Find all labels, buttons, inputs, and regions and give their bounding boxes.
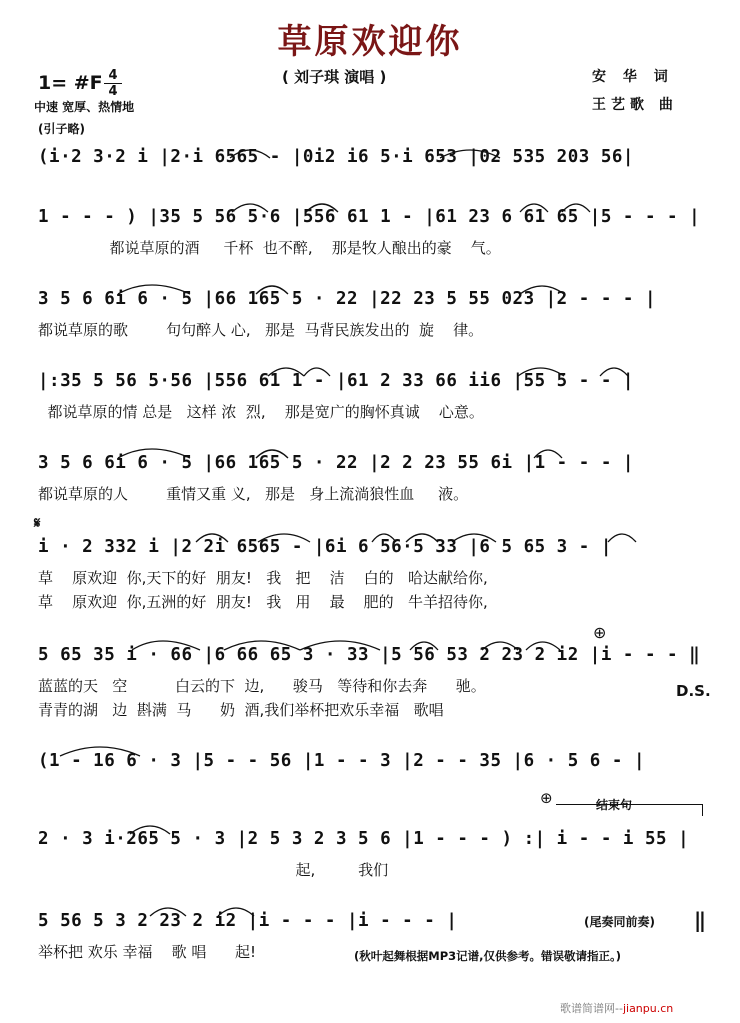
notation-line: 3 5 6 6i 6 · 5 |66 165 5 · 22 |22 23 5 55 023 |2 - - - | [38, 289, 657, 309]
lyric-line: 起, 我们 [38, 861, 389, 879]
lyric-line: 都说草原的人 重情又重 义, 那是 身上流淌狼性血 液。 [38, 485, 469, 503]
outro-note: (尾奏同前奏) [584, 915, 655, 929]
key-signature: 1= #F [38, 72, 103, 94]
staff-system-6 [38, 536, 702, 614]
coda-symbol: ⊕ [540, 789, 553, 807]
staff-system-5 [38, 452, 702, 506]
lyric-line: 青青的湖 边 斟满 马 奶 酒,我们举杯把欢乐幸福 歌唱 [38, 701, 444, 719]
segno-symbol: 𝄋 [34, 514, 41, 532]
lyric-line: 举杯把 欢乐 幸福 歌 唱 起! [38, 943, 256, 961]
staff-system-1 [38, 146, 702, 170]
staff-system-2 [38, 206, 702, 260]
song-title: 草原欢迎你 [277, 22, 463, 62]
notation-line: 5 65 35 i · 66 |6 66 65 3 · 33 |5 56 53 2 23 2 i2 |i - - - ‖ [38, 645, 701, 665]
staff-system-7 [38, 644, 702, 722]
staff-system-4 [38, 370, 702, 424]
notation-line: 2 · 3 i·265 5 · 3 |2 5 3 2 3 5 6 |1 - - - ) :| i - - i 55 | [38, 829, 690, 849]
time-numerator: 4 [104, 68, 122, 84]
coda-label: 结束句 [596, 798, 633, 812]
lyric-line: 都说草原的酒 千杯 也不醉, 那是牧人酿出的豪 气。 [38, 239, 501, 257]
coda-bracket-end [702, 804, 703, 816]
lyric-line: 都说草原的歌 句句醉人 心, 那是 马背民族发出的 旋 律。 [38, 321, 484, 339]
singer-credit: ( 刘子琪 演唱 ) [282, 68, 387, 86]
notation-line: 1 - - - ) |35 5 56 5·6 |556 61 1 - |61 23 6 61 65 |5 - - - | [38, 207, 701, 227]
notation-line: 3 5 6 6i 6 · 5 |66 165 5 · 22 |2 2 23 55 6i |1 - - - | [38, 453, 634, 473]
time-signature [104, 68, 122, 99]
lyric-line: 都说草原的情 总是 这样 浓 烈, 那是宽广的胸怀真诚 心意。 [38, 403, 484, 421]
watermark-site: jianpu.cn [622, 1002, 674, 1015]
notation-line: i · 2 332 i |2 2i 6565 - |6i 6 56·5 33 |6 5 65 3 - | [38, 537, 612, 557]
lyric-line: 蓝蓝的天 空 白云的下 边, 骏马 等待和你去奔 驰。 [38, 677, 486, 695]
watermark: 歌谱简谱网--jianpu.cn [560, 1002, 674, 1015]
composer-credit: 王艺歌 曲 [592, 97, 678, 113]
lyricist-credit: 安 华 词 [592, 69, 674, 85]
staff-system-8 [38, 750, 702, 774]
intro-note: (引子略) [38, 122, 85, 136]
notation-line: |:35 5 56 5·56 |556 61 1 - |61 2 33 66 ii6 |55 5 - - | [38, 371, 634, 391]
final-barline: ‖ [694, 908, 707, 932]
tempo-marking: 中速 宽厚、热情地 [34, 100, 135, 114]
lyric-line: 草 原欢迎 你,五洲的好 朋友! 我 用 最 肥的 牛羊招待你, [38, 593, 488, 611]
staff-system-3 [38, 288, 702, 342]
da-segno-marking: D.S. [676, 682, 711, 700]
lyric-line: 草 原欢迎 你,天下的好 朋友! 我 把 洁 白的 哈达献给你, [38, 569, 488, 587]
transcription-footnote: (秋叶起舞根据MP3记谱,仅供参考。错误敬请指正。) [354, 949, 622, 963]
notation-line: 5 56 5 3 2 23 2 i2 |i - - - |i - - - | [38, 911, 458, 931]
time-denominator: 4 [108, 84, 118, 99]
staff-system-9 [38, 828, 702, 882]
coda-symbol: ⊕ [593, 623, 607, 642]
watermark-label: 歌谱简谱网 [560, 1002, 615, 1015]
notation-line: (1 - 16 6 · 3 |5 - - 56 |1 - - 3 |2 - - 35 |6 · 5 6 - | [38, 751, 645, 771]
notation-line: (i·2 3·2 i |2·i 6565 - |0i2 i6 5·i 653 |02 535 203 56| [38, 147, 634, 167]
